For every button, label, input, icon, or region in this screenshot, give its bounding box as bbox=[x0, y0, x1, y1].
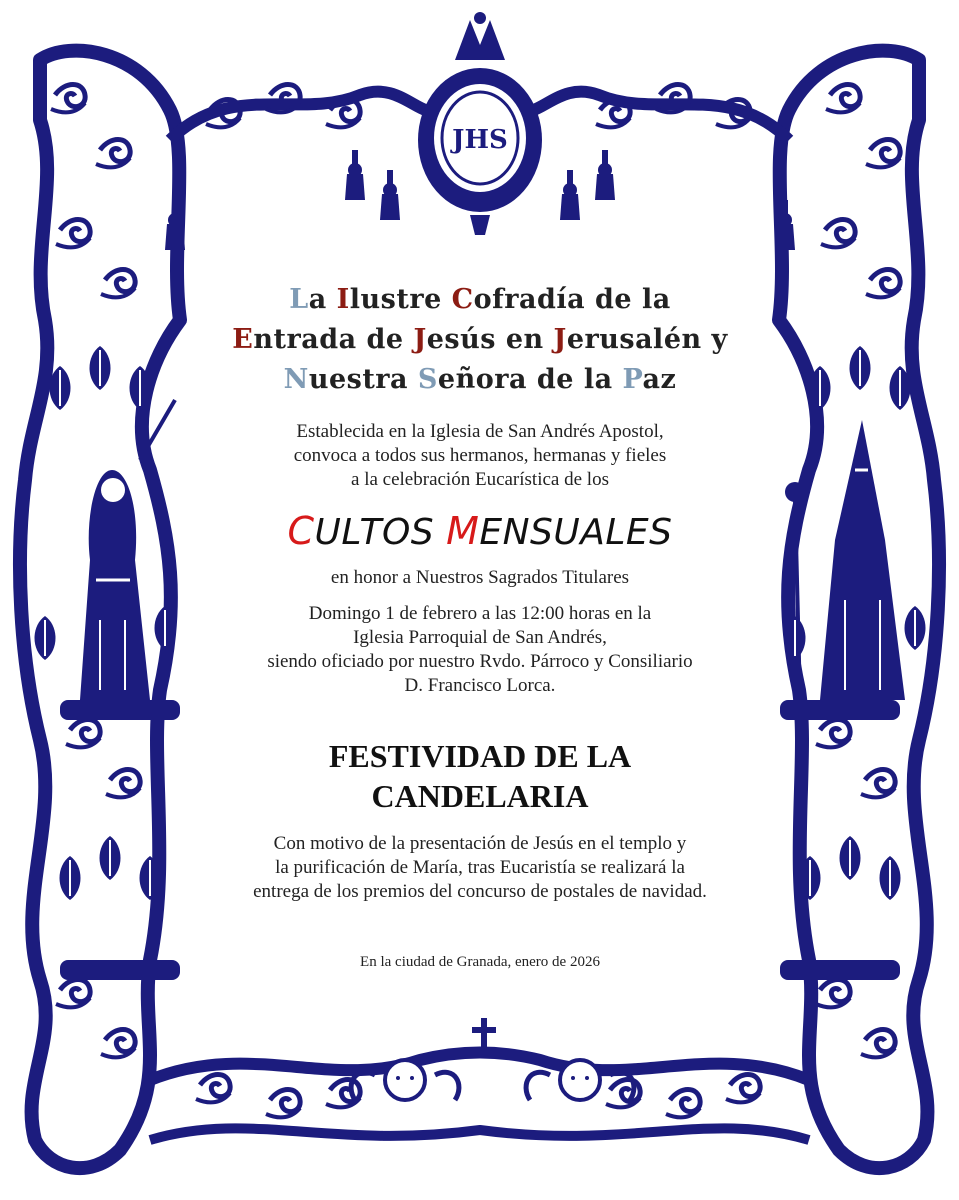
festividad-text-line: Con motivo de la presentación de Jesús en el templo y bbox=[273, 833, 687, 854]
festividad-line: CANDELARIA bbox=[371, 778, 589, 814]
title-text: uestra bbox=[308, 364, 418, 395]
title-initial: L bbox=[289, 284, 309, 315]
bottom-ornament bbox=[150, 1018, 809, 1140]
title-initial: J bbox=[413, 324, 427, 355]
title-text: lustre bbox=[349, 284, 452, 315]
cultos-rest-1: ULTOS bbox=[314, 512, 447, 553]
cultos-mensuales-heading bbox=[190, 508, 770, 556]
place-date-footer: En la ciudad de Granada, enero de 2026 bbox=[360, 954, 600, 970]
details-line: Domingo 1 de febrero a las 12:00 horas en la bbox=[308, 603, 652, 624]
cultos-rest-2: ENSUALES bbox=[479, 512, 673, 553]
title-text: erusalén y bbox=[566, 324, 728, 355]
title-text: az bbox=[642, 364, 677, 395]
title-initial: E bbox=[232, 324, 254, 355]
title-initial: S bbox=[417, 364, 438, 395]
intro-paragraph bbox=[190, 420, 770, 492]
festividad-text-line: entrega de los premios del concurso de postales de navidad. bbox=[253, 881, 707, 902]
festividad-paragraph bbox=[190, 832, 770, 904]
honor-line: en honor a Nuestros Sagrados Titulares bbox=[330, 567, 630, 588]
document-content bbox=[190, 280, 770, 971]
confraternity-title bbox=[190, 280, 770, 400]
title-text: a bbox=[308, 284, 337, 315]
intro-line: Establecida en la Iglesia de San Andrés Apostol, bbox=[296, 421, 664, 442]
details-line: Iglesia Parroquial de San Andrés, bbox=[353, 627, 607, 648]
title-text: esús en bbox=[426, 324, 554, 355]
title-initial: N bbox=[283, 364, 309, 395]
left-column-ornament bbox=[20, 51, 180, 1168]
intro-line: a la celebración Eucarística de los bbox=[351, 469, 609, 490]
title-initial: P bbox=[622, 364, 643, 395]
title-initial: J bbox=[553, 324, 567, 355]
cultos-initial-m: M bbox=[446, 509, 480, 553]
title-text: eñora de la bbox=[437, 364, 623, 395]
title-initial: C bbox=[451, 284, 474, 315]
details-paragraph bbox=[190, 602, 770, 698]
title-text: ofradía de la bbox=[473, 284, 671, 315]
title-text: ntrada de bbox=[253, 324, 414, 355]
title-line-3 bbox=[190, 360, 770, 400]
jhs-monogram: JHS bbox=[452, 125, 508, 155]
title-initial: I bbox=[336, 284, 350, 315]
details-line: siendo oficiado por nuestro Rvdo. Párroco y Consiliario bbox=[267, 651, 693, 672]
festividad-heading bbox=[190, 736, 770, 816]
title-line-2 bbox=[190, 320, 770, 360]
intro-line: convoca a todos sus hermanos, hermanas y fieles bbox=[293, 445, 667, 466]
right-figure bbox=[785, 420, 905, 700]
festividad-text-line: la purificación de María, tras Eucaristía se realizará la bbox=[275, 857, 685, 878]
cultos-initial-c: C bbox=[287, 509, 315, 553]
title-line-1 bbox=[190, 280, 770, 320]
festividad-line: FESTIVIDAD DE LA bbox=[328, 738, 632, 774]
right-column-ornament bbox=[779, 51, 939, 1168]
details-line: D. Francisco Lorca. bbox=[404, 675, 556, 696]
